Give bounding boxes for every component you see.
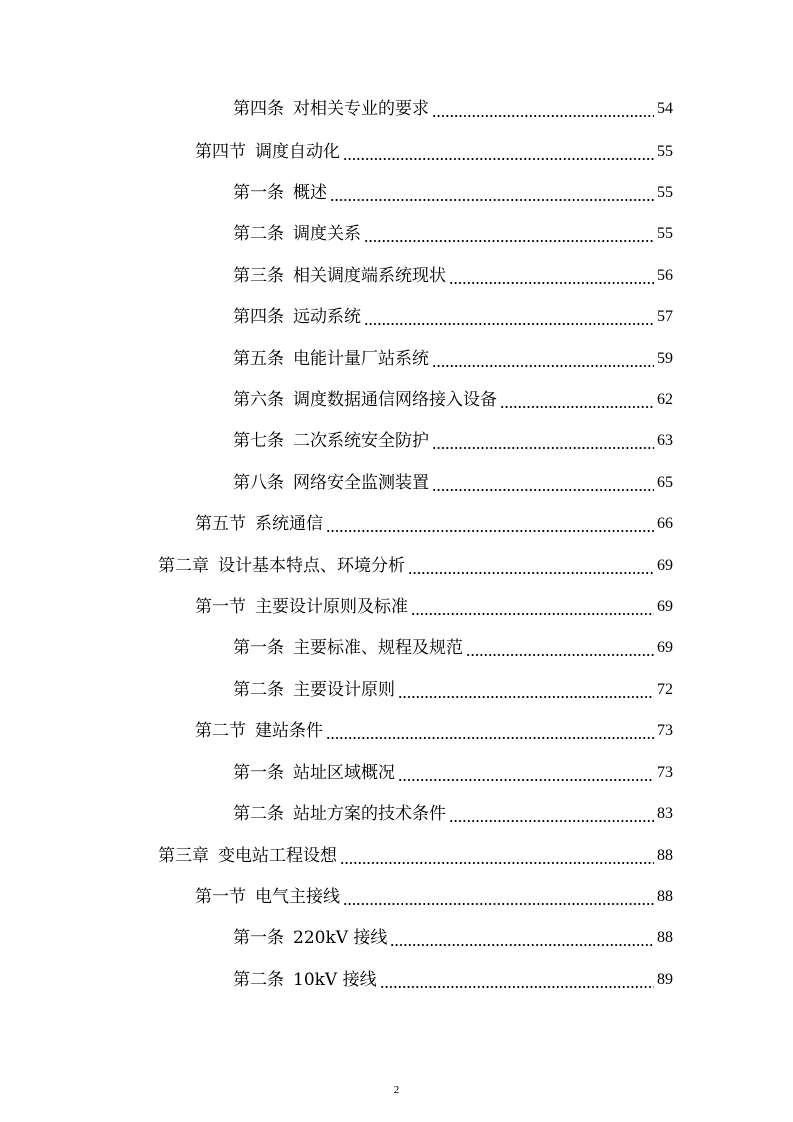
toc-entry-page: 83 <box>657 805 673 822</box>
toc-entry-page: 72 <box>657 681 673 698</box>
toc-entry-title: 主要标准、规程及规范 <box>293 638 463 658</box>
toc-entry[interactable] <box>233 305 673 329</box>
toc-entry-title: 电能计量厂站系统 <box>293 349 429 369</box>
toc-entry-page: 55 <box>657 184 673 201</box>
toc-entry[interactable] <box>233 264 673 288</box>
toc-entry-label: 第二条 <box>233 804 284 824</box>
toc-entry-label: 第四节 <box>195 142 246 162</box>
toc-entry-page: 69 <box>657 598 673 615</box>
toc-dot-leader <box>411 595 654 619</box>
toc-entry-page: 56 <box>657 267 673 284</box>
toc-entry[interactable] <box>233 429 673 453</box>
toc-dot-leader <box>330 181 654 205</box>
toc-entry-page: 89 <box>657 971 673 988</box>
toc-entry-label: 第五条 <box>233 349 284 369</box>
toc-dot-leader <box>398 761 654 785</box>
toc-entry-title: 主要设计原则及标准 <box>255 597 408 617</box>
toc-entry-title: 主要设计原则 <box>293 680 395 700</box>
toc-dot-leader <box>449 264 654 288</box>
toc-dot-leader <box>326 719 654 743</box>
toc-entry-title: 调度自动化 <box>255 142 340 162</box>
toc-entry-page: 65 <box>657 474 673 491</box>
toc-entry-title: 220kV 接线 <box>293 928 388 948</box>
toc-entry-title: 二次系统安全防护 <box>293 431 429 451</box>
toc-entry-page: 73 <box>657 764 673 781</box>
toc-dot-leader <box>390 926 654 950</box>
toc-dot-leader <box>380 968 654 992</box>
toc-dot-leader <box>432 97 654 121</box>
toc-dot-leader <box>432 471 654 495</box>
toc-dot-leader <box>500 388 654 412</box>
toc-entry-title: 站址方案的技术条件 <box>293 804 446 824</box>
toc-entry-page: 66 <box>657 515 673 532</box>
toc-entry-page: 55 <box>657 143 673 160</box>
toc-entry[interactable] <box>233 222 673 246</box>
toc-entry[interactable] <box>233 181 673 205</box>
toc-entry[interactable] <box>233 388 673 412</box>
toc-entry-page: 73 <box>657 722 673 739</box>
toc-entry-title: 概述 <box>293 183 327 203</box>
toc-entry-page: 88 <box>657 929 673 946</box>
toc-entry-label: 第一条 <box>233 763 284 783</box>
toc-entry-label: 第四条 <box>233 99 284 119</box>
toc-entry[interactable] <box>195 885 673 909</box>
toc-entry-title: 系统通信 <box>255 514 323 534</box>
toc-entry-page: 54 <box>657 100 673 117</box>
toc-dot-leader <box>466 636 654 660</box>
toc-entry-page: 63 <box>657 432 673 449</box>
toc-entry[interactable] <box>233 761 673 785</box>
toc-entry-title: 调度数据通信网络接入设备 <box>293 390 497 410</box>
toc-entry[interactable] <box>158 844 673 868</box>
toc-entry[interactable] <box>233 347 673 371</box>
toc-dot-leader <box>343 885 654 909</box>
toc-entry-label: 第二章 <box>158 556 209 576</box>
toc-entry[interactable] <box>233 926 673 950</box>
toc-entry-label: 第五节 <box>195 514 246 534</box>
toc-entry-label: 第三条 <box>233 266 284 286</box>
toc-entry-label: 第二条 <box>233 224 284 244</box>
page-number: 2 <box>393 1084 400 1096</box>
toc-dot-leader <box>432 347 654 371</box>
toc-entry[interactable] <box>233 678 673 702</box>
toc-entry-page: 57 <box>657 308 673 325</box>
toc-entry[interactable] <box>195 140 673 164</box>
toc-entry-label: 第一节 <box>195 887 246 907</box>
toc-dot-leader <box>398 678 654 702</box>
toc-entry-title: 10kV 接线 <box>293 970 377 990</box>
toc-entry-title: 网络安全监测装置 <box>293 473 429 493</box>
toc-entry-label: 第一条 <box>233 638 284 658</box>
toc-entry-label: 第二条 <box>233 970 284 990</box>
toc-entry[interactable] <box>233 97 673 121</box>
toc-entry-title: 变电站工程设想 <box>218 846 337 866</box>
toc-entry-label: 第三章 <box>158 846 209 866</box>
toc-entry-label: 第七条 <box>233 431 284 451</box>
toc-entry[interactable] <box>195 512 673 536</box>
toc-entry-page: 55 <box>657 225 673 242</box>
toc-entry-page: 62 <box>657 391 673 408</box>
toc-dot-leader <box>364 222 654 246</box>
toc-entry-page: 88 <box>657 888 673 905</box>
toc-dot-leader <box>449 802 654 826</box>
toc-entry[interactable] <box>158 554 673 578</box>
toc-entry-title: 电气主接线 <box>255 887 340 907</box>
toc-entry-label: 第一节 <box>195 597 246 617</box>
toc-entry-title: 站址区域概况 <box>293 763 395 783</box>
toc-dot-leader <box>343 140 654 164</box>
toc-entry[interactable] <box>195 719 673 743</box>
toc-entry-label: 第一条 <box>233 183 284 203</box>
toc-entry-title: 对相关专业的要求 <box>293 99 429 119</box>
toc-entry-title: 远动系统 <box>293 307 361 327</box>
toc-entry-title: 设计基本特点、环境分析 <box>218 556 405 576</box>
toc-dot-leader <box>408 554 654 578</box>
toc-entry[interactable] <box>233 802 673 826</box>
toc-entry-page: 69 <box>657 557 673 574</box>
toc-dot-leader <box>340 844 654 868</box>
toc-entry-title: 建站条件 <box>255 721 323 741</box>
toc-entry-label: 第二条 <box>233 680 284 700</box>
toc-entry-page: 59 <box>657 350 673 367</box>
toc-entry-label: 第六条 <box>233 390 284 410</box>
toc-dot-leader <box>432 429 654 453</box>
toc-entry-title: 相关调度端系统现状 <box>293 266 446 286</box>
toc-entry[interactable] <box>195 595 673 619</box>
toc-entry[interactable] <box>233 968 673 992</box>
toc-entry[interactable] <box>233 636 673 660</box>
toc-entry-label: 第二节 <box>195 721 246 741</box>
toc-entry-title: 调度关系 <box>293 224 361 244</box>
toc-entry-label: 第四条 <box>233 307 284 327</box>
toc-entry-label: 第一条 <box>233 928 284 948</box>
toc-entry-page: 88 <box>657 847 673 864</box>
toc-dot-leader <box>326 512 654 536</box>
toc-entry[interactable] <box>233 471 673 495</box>
toc-entry-page: 69 <box>657 639 673 656</box>
toc-entry-label: 第八条 <box>233 473 284 493</box>
toc-dot-leader <box>364 305 654 329</box>
